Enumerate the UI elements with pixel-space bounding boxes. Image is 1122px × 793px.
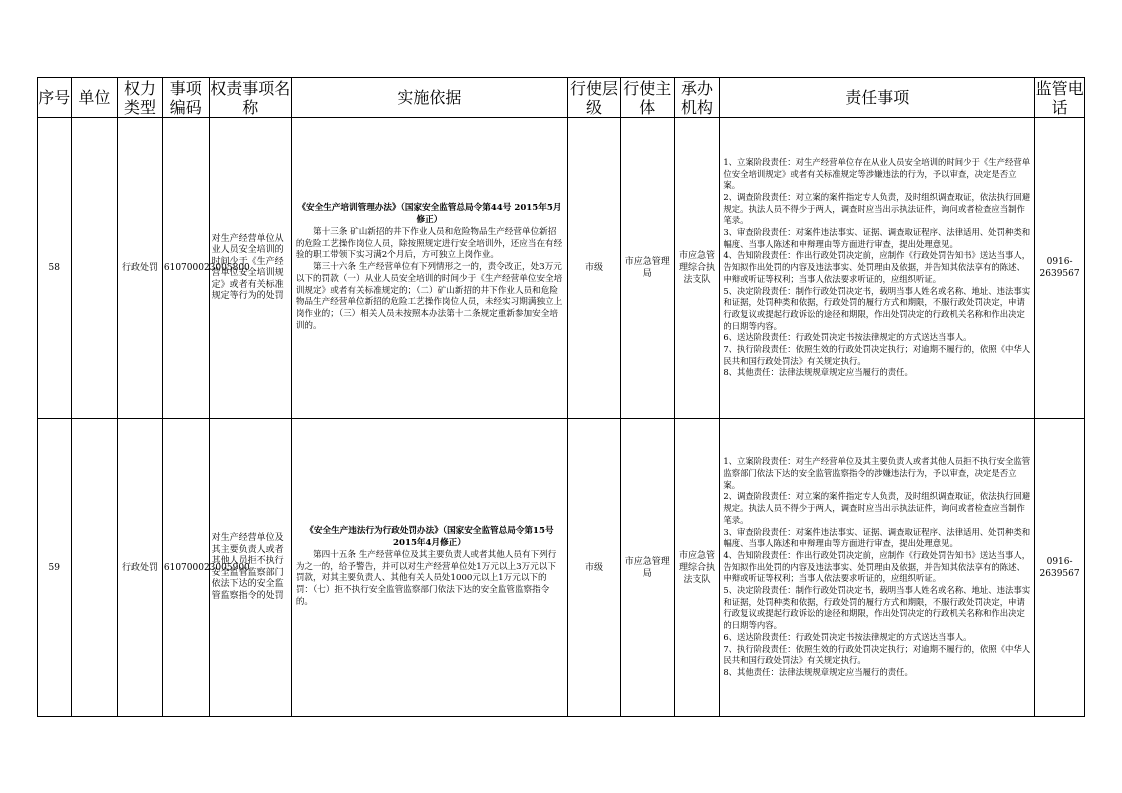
responsibility-item: 3、审查阶段责任：对案件违法事实、证据、调查取证程序、法律适用、处罚种类和幅度、当事人陈述和申辩理由等方面进行审查，提出处理意见。	[723, 227, 1031, 249]
table-row	[38, 419, 1085, 717]
cell-responsibilities	[720, 419, 1035, 717]
cell-basis	[291, 419, 567, 717]
cell-seq: 58	[38, 118, 72, 419]
header-seq: 序号	[38, 78, 72, 118]
cell-level: 市级	[568, 419, 621, 717]
cell-item-name: 对生产经营单位从业人员安全培训的时间少于《生产经营单位安全培训规定》或者有关标准规定等行为的处罚	[209, 118, 291, 419]
cell-subject: 市应急管理局	[620, 419, 674, 717]
header-basis: 实施依据	[291, 78, 567, 118]
responsibility-item: 7、执行阶段责任：依照生效的行政处罚决定执行；对逾期不履行的，依照《中华人民共和国行政处罚法》有关规定执行。	[723, 344, 1031, 366]
basis-title: 《安全生产培训管理办法》（国家安全监管总局令第44号 2015年5月修正）	[297, 203, 562, 225]
basis-title: 《安全生产违法行为行政处罚办法》（国家安全监管总局令第15号 2015年4月修正）	[305, 526, 554, 548]
cell-power-type: 行政处罚	[118, 419, 163, 717]
responsibility-item: 6、送达阶段责任：行政处罚决定书按法律规定的方式送达当事人。	[723, 631, 972, 642]
responsibility-item: 2、调查阶段责任：对立案的案件指定专人负责，及时组织调查取证，依法执行回避规定。执法人员不得少于两人，调查时应当出示执法证件，询问或者检查应当制作笔录。	[723, 191, 1031, 226]
header-phone: 监管电话	[1035, 78, 1084, 117]
header-power-type: 权力类型	[118, 78, 163, 118]
cell-item-name: 对生产经营单位及其主要负责人或者其他人员拒不执行安全监管监察部门依法下达的安全监管监察指令的处罚	[209, 419, 291, 717]
basis-paragraph: 第三十六条 生产经营单位有下列情形之一的，责令改正，处3万元以下的罚款（一）从业人员安全培训的时间少于《生产经营单位安全培训规定》或者有关标准规定的；（二）矿山新招的井下作业人员和危险物品生产经营单位新招的危险工艺操作岗位人员，未经实习期满独立上岗作业的；（三）相关人员未按照本办法第十二条规定重新参加安全培训的。	[295, 262, 563, 332]
cell-basis	[291, 118, 567, 419]
header-item-name: 权责事项名称	[210, 78, 291, 117]
table-row	[38, 118, 1085, 419]
responsibility-item: 1、立案阶段责任：对生产经营单位及其主要负责人或者其他人员拒不执行安全监管监察部门依法下达的安全监管监察指令的涉嫌违法行为，予以审查，决定是否立案。	[723, 456, 1031, 490]
cell-code: 610700023005900	[162, 419, 209, 717]
responsibility-item: 6、送达阶段责任：行政处罚决定书按法律规定的方式送达当事人。	[723, 332, 972, 343]
responsibility-item: 8、其他责任：法律法规规章规定应当履行的责任。	[723, 367, 913, 378]
cell-phone: 0916-2639567	[1035, 118, 1085, 419]
header-row	[38, 78, 1085, 118]
cell-responsibilities	[720, 118, 1035, 419]
header-level: 行使层级	[568, 78, 621, 118]
responsibility-item: 4、告知阶段责任：作出行政处罚决定前，应制作《行政处罚告知书》送达当事人，告知拟作出处罚的内容及违法事实、处罚理由及依据，并告知其依法享有的陈述、申辩或听证等权利；当事人依法要求听证的，应组织听证。	[723, 549, 1031, 584]
responsibility-item: 3、审查阶段责任：对案件违法事实、证据、调查取证程序、法律适用、处罚种类和幅度、当事人陈述和申辩理由等方面进行审查，提出处理意见。	[723, 526, 1031, 549]
cell-power-type: 行政处罚	[118, 118, 163, 419]
header-org: 承办机构	[674, 78, 720, 118]
header-subject: 行使主体	[620, 78, 674, 118]
cell-code: 610700023005800	[162, 118, 209, 419]
responsibility-item: 1、立案阶段责任：对生产经营单位存在从业人员安全培训的时间少于《生产经营单位安全培训规定》或者有关标准规定等涉嫌违法的行为，予以审查，决定是否立案。	[723, 156, 1031, 191]
responsibility-item: 8、其他责任：法律法规规章规定应当履行的责任。	[723, 666, 913, 677]
responsibility-item: 2、调查阶段责任：对立案的案件指定专人负责，及时组织调查取证，依法执行回避规定。执法人员不得少于两人，调查时应当出示执法证件，询问或者检查应当制作笔录。	[723, 491, 1031, 525]
basis-paragraph: 第四十五条 生产经营单位及其主要负责人或者其他人员有下列行为之一的，给予警告，并可以对生产经营单位处1万元以上3万元以下罚款，对其主要负责人、其他有关人员处1000元以上1万元以下的罚：（七）拒不执行安全监管监察部门依法下达的安全监管监察指令的。	[295, 549, 557, 607]
responsibility-item: 4、告知阶段责任：作出行政处罚决定前，应制作《行政处罚告知书》送达当事人，告知拟作出处罚的内容及违法事实、处罚理由及依据，并告知其依法享有的陈述、申辩或听证等权利；当事人依法要求听证的，应组织听证。	[723, 250, 1031, 284]
responsibility-item: 5、决定阶段责任：制作行政处罚决定书，载明当事人姓名或名称、地址、违法事实和证据，处罚种类和依据，行政处罚的履行方式和期限，不服行政处罚决定，申请行政复议或提起行政诉讼的途径和期限，作出处罚决定的行政机关名称和作出决定的日期等内容。	[723, 285, 1031, 331]
header-responsibilities: 责任事项	[720, 78, 1035, 118]
cell-phone: 0916-2639567	[1035, 419, 1085, 717]
cell-seq: 59	[38, 419, 72, 717]
basis-paragraph: 第十三条 矿山新招的井下作业人员和危险物品生产经营单位新招的危险工艺操作岗位人员，除按照规定进行安全培训外，还应当在有经验的职工带领下实习满2个月后，方可独立上岗作业。	[295, 226, 563, 261]
cell-subject: 市应急管理局	[620, 118, 674, 419]
power-list-table	[37, 77, 1085, 717]
cell-org: 市应急管理综合执法支队	[674, 419, 720, 717]
cell-level: 市级	[568, 118, 621, 419]
header-unit: 单位	[71, 78, 118, 118]
cell-org: 市应急管理综合执法支队	[674, 118, 720, 419]
responsibility-item: 7、执行阶段责任：依照生效的行政处罚决定执行；对逾期不履行的，依照《中华人民共和国行政处罚法》有关规定执行。	[723, 643, 1031, 666]
responsibility-item: 5、决定阶段责任：制作行政处罚决定书，载明当事人姓名或名称、地址、违法事实和证据，处罚种类和依据，行政处罚的履行方式和期限，不服行政处罚决定，申请行政复议或提起行政诉讼的途径和期限，作出处罚决定的行政机关名称和作出决定的日期等内容。	[723, 585, 1031, 631]
header-code: 事项编码	[162, 78, 209, 118]
cell-unit	[71, 118, 118, 419]
cell-unit	[71, 419, 118, 717]
